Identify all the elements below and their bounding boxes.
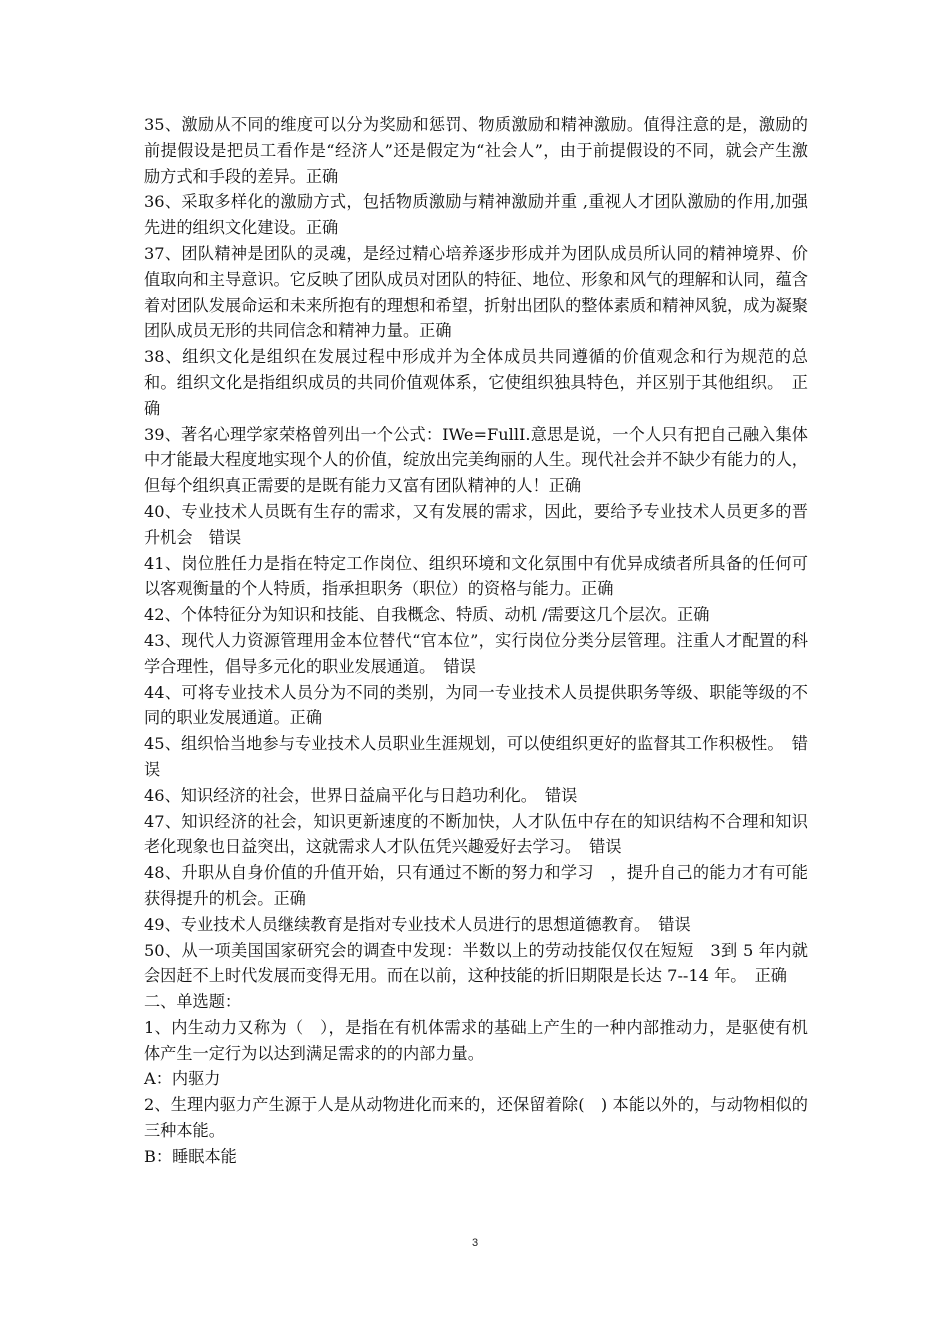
paragraph-item-39: 39、著名心理学家荣格曾列出一个公式：IWe=FullI.意思是说，一个人只有把自己融入集体中才能最大程度地实现个人的价值，绽放出完美绚丽的人生。现代社会并不缺少有能力的人，但每个组织真正需要的是既有能力又富有团队精神的人！正确 bbox=[144, 424, 808, 496]
paragraph-item-37: 37、团队精神是团队的灵魂，是经过精心培养逐步形成并为团队成员所认同的精神境界、价值取向和主导意识。它反映了团队成员对团队的特征、地位、形象和风气的理解和认同，蕴含着对团队发展命运和未来所抱有的理想和希望，折射出团队的整体素质和精神风貌，成为凝聚团队成员无形的共同信念和精神力量。正确 bbox=[144, 243, 808, 341]
paragraph-item-43: 43、现代人力资源管理用金本位替代“官本位”，实行岗位分类分层管理。注重人才配置的科学合理性，倡导多元化的职业发展通道。 错误 bbox=[144, 630, 808, 676]
paragraph-item-50: 50、从一项美国国家研究会的调查中发现：半数以上的劳动技能仅仅在短短 3到 5 年内就会因赶不上时代发展而变得无用。而在以前，这种技能的折旧期限是长达 7--14 年。 正确 bbox=[144, 940, 808, 986]
paragraph-item-36: 36、采取多样化的激励方式，包括物质激励与精神激励并重 ,重视人才团队激励的作用,加强先进的组织文化建设。正确 bbox=[144, 192, 808, 238]
paragraph-item-35: 35、激励从不同的维度可以分为奖励和惩罚、物质激励和精神激励。值得注意的是，激励的前提假设是把员工看作是“经济人”还是假定为“社会人”，由于前提假设的不同，就会产生激励方式和手段的差异。正确 bbox=[144, 115, 808, 186]
paragraph-item-49: 49、专业技术人员继续教育是指对专业技术人员进行的思想道德教育。 错误 bbox=[144, 914, 691, 934]
paragraph-item-47: 47、知识经济的社会，知识更新速度的不断加快，人才队伍中存在的知识结构不合理和知识老化现象也日益突出，这就需求人才队伍凭兴趣爱好去学习。 错误 bbox=[144, 811, 808, 857]
document-body bbox=[144, 112, 808, 1170]
paragraph-item-44: 44、可将专业技术人员分为不同的类别，为同一专业技术人员提供职务等级、职能等级的不同的职业发展通道。正确 bbox=[144, 682, 808, 728]
page-number: 3 bbox=[471, 1237, 479, 1249]
paragraph-item-41: 41、岗位胜任力是指在特定工作岗位、组织环境和文化氛围中有优异成绩者所具备的任何可以客观衡量的个人特质，指承担职务（职位）的资格与能力。正确 bbox=[144, 553, 808, 599]
paragraph-item-48: 48、升职从自身价值的升值开始，只有通过不断的努力和学习 ，提升自己的能力才有可能获得提升的机会。正确 bbox=[144, 863, 808, 908]
section-heading-single-choice: 二、单选题： bbox=[144, 992, 242, 1012]
paragraph-item-46: 46、知识经济的社会，世界日益扁平化与日趋功利化。 错误 bbox=[144, 785, 578, 805]
answer-2: B：睡眠本能 bbox=[144, 1146, 237, 1166]
paragraph-item-40: 40、专业技术人员既有生存的需求，又有发展的需求，因此，要给予专业技术人员更多的晋升机会 错误 bbox=[144, 501, 808, 547]
answer-1: A：内驱力 bbox=[144, 1069, 221, 1089]
paragraph-item-42: 42、个体特征分为知识和技能、自我概念、特质、动机 /需要这几个层次。正确 bbox=[144, 605, 710, 625]
question-2: 2、生理内驱力产生源于人是从动物进化而来的，还保留着除( ) 本能以外的，与动物相似的三种本能。 bbox=[144, 1095, 808, 1141]
question-1: 1、内生动力又称为（ ），是指在有机体需求的基础上产生的一种内部推动力，是驱使有机体产生一定行为以达到满足需求的的内部力量。 bbox=[144, 1017, 808, 1063]
paragraph-item-38: 38、组织文化是组织在发展过程中形成并为全体成员共同遵循的价值观念和行为规范的总和。组织文化是指组织成员的共同价值观体系，它使组织独具特色，并区别于其他组织。 正确 bbox=[144, 347, 808, 418]
paragraph-item-45: 45、组织恰当地参与专业技术人员职业生涯规划，可以使组织更好的监督其工作积极性。 错误 bbox=[144, 734, 808, 779]
